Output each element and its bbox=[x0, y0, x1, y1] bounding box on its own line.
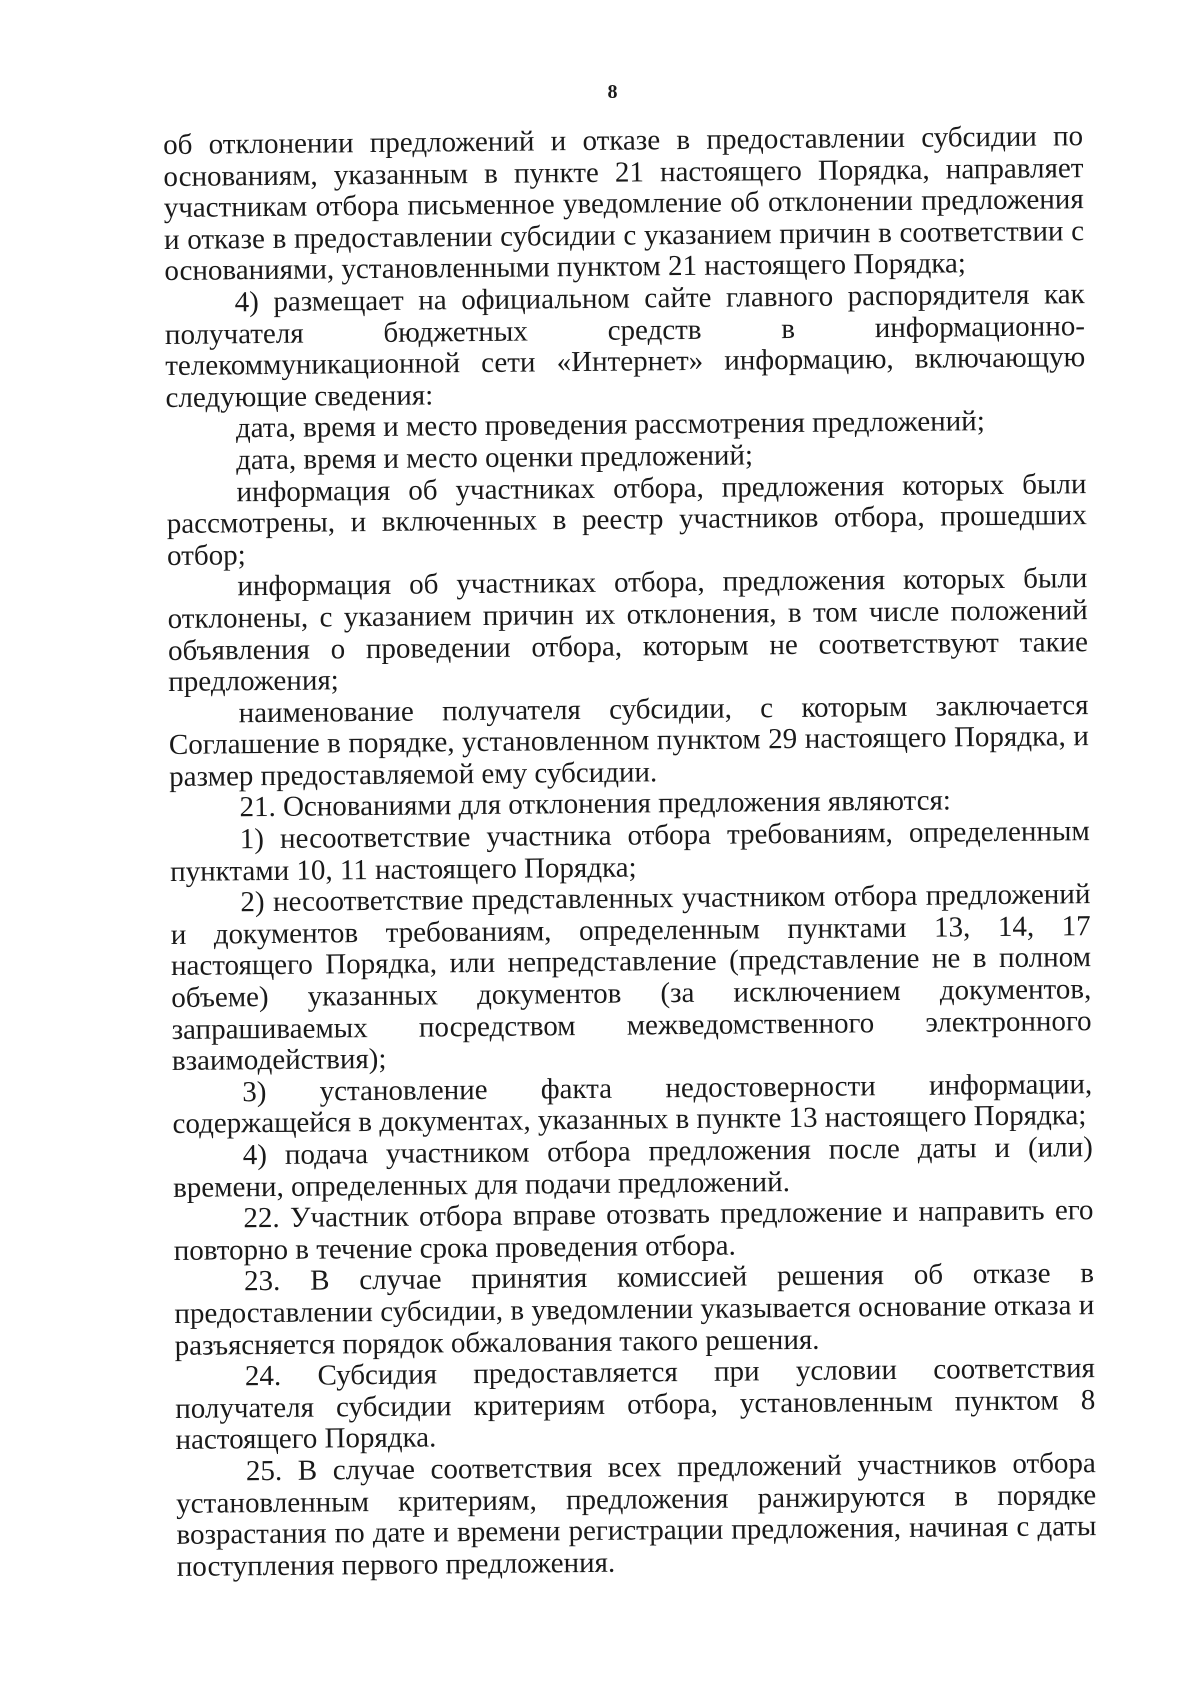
paragraph-item-4-publish: 4) размещает на официальном сайте главного распорядителя как получателя бюджетных средств в информационно-телекоммуникационной сети «Интернет» информацию, включающую следующие сведения: bbox=[164, 278, 1086, 414]
paragraph-info-rejected-participants: информация об участниках отбора, предложения которых были отклонены, с указанием причин их отклонения, в том числе положений объявления о проведении отбора, которым не соответствуют такие предложения; bbox=[167, 562, 1089, 699]
paragraph-clause-23: 23. В случае принятия комиссией решения об отказе в предоставлении субсидии, в уведомлении указывается основание отказа и разъясняется порядок обжалования такого решения. bbox=[174, 1257, 1095, 1362]
paragraph-info-reviewed-participants: информация об участниках отбора, предложения которых были рассмотрены, и включенных в реестр участников отбора, прошедших отбор; bbox=[166, 467, 1087, 572]
paragraph-info-recipient-name: наименование получателя субсидии, с которым заключается Соглашение в порядке, установленном пунктом 29 настоящего Порядка, и размер предоставляемой ему субсидии. bbox=[168, 688, 1090, 793]
paragraph-info-date-review: дата, время и место проведения рассмотрения предложений; bbox=[235, 405, 985, 445]
paragraph-clause-21-item-4: 4) подача участником отбора предложения после даты и (или) времени, определенных для подачи предложений. bbox=[172, 1131, 1093, 1204]
paragraph-continuation: об отклонении предложений и отказе в предоставлении субсидии по основаниям, указанным в пункте 21 настоящего Порядка, направляет участникам отбора письменное уведомление об отклонении предложения и отказе в предоставлении субсидии с указанием причин в соответствии с основаниями, установленными пунктом 21 настоящего Порядка; bbox=[162, 120, 1085, 288]
paragraph-clause-21-item-3: 3) установление факта недостоверности информации, содержащейся в документах, указанных в пункте 13 настоящего Порядка; bbox=[172, 1067, 1093, 1141]
document-body bbox=[163, 121, 1097, 1583]
paragraph-clause-21-item-1: 1) несоответствие участника отбора требованиям, определенным пунктами 10, 11 настоящего Порядка; bbox=[169, 815, 1090, 888]
paragraph-info-date-evaluation: дата, время и место оценки предложений; bbox=[236, 439, 754, 477]
paragraph-clause-25: 25. В случае соответствия всех предложений участников отбора установленным критериям, предложения ранжируются в порядке возрастания по дате и времени регистрации предложения, начиная с даты поступления первого предложения. bbox=[176, 1447, 1097, 1583]
paragraph-clause-22: 22. Участник отбора вправе отозвать предложение и направить его повторно в течение срока проведения отбора. bbox=[173, 1194, 1094, 1267]
paragraph-clause-21: 21. Основаниями для отклонения предложения являются: bbox=[239, 784, 952, 824]
paragraph-clause-21-item-2: 2) несоответствие представленных участником отбора предложений и документов требованиям, определенным пунктами 13, 14, 17 настоящего Порядка, или непредставление (представление не в полном объеме) указанных документов (за исключением документов, запрашиваемых посредством межведомственного электронного взаимодействия); bbox=[170, 878, 1092, 1078]
page-number: 8 bbox=[607, 81, 618, 103]
paragraph-clause-24: 24. Субсидия предоставляется при условии соответствия получателя субсидии критериям отбора, установленным пунктом 8 настоящего Порядка. bbox=[175, 1352, 1096, 1457]
